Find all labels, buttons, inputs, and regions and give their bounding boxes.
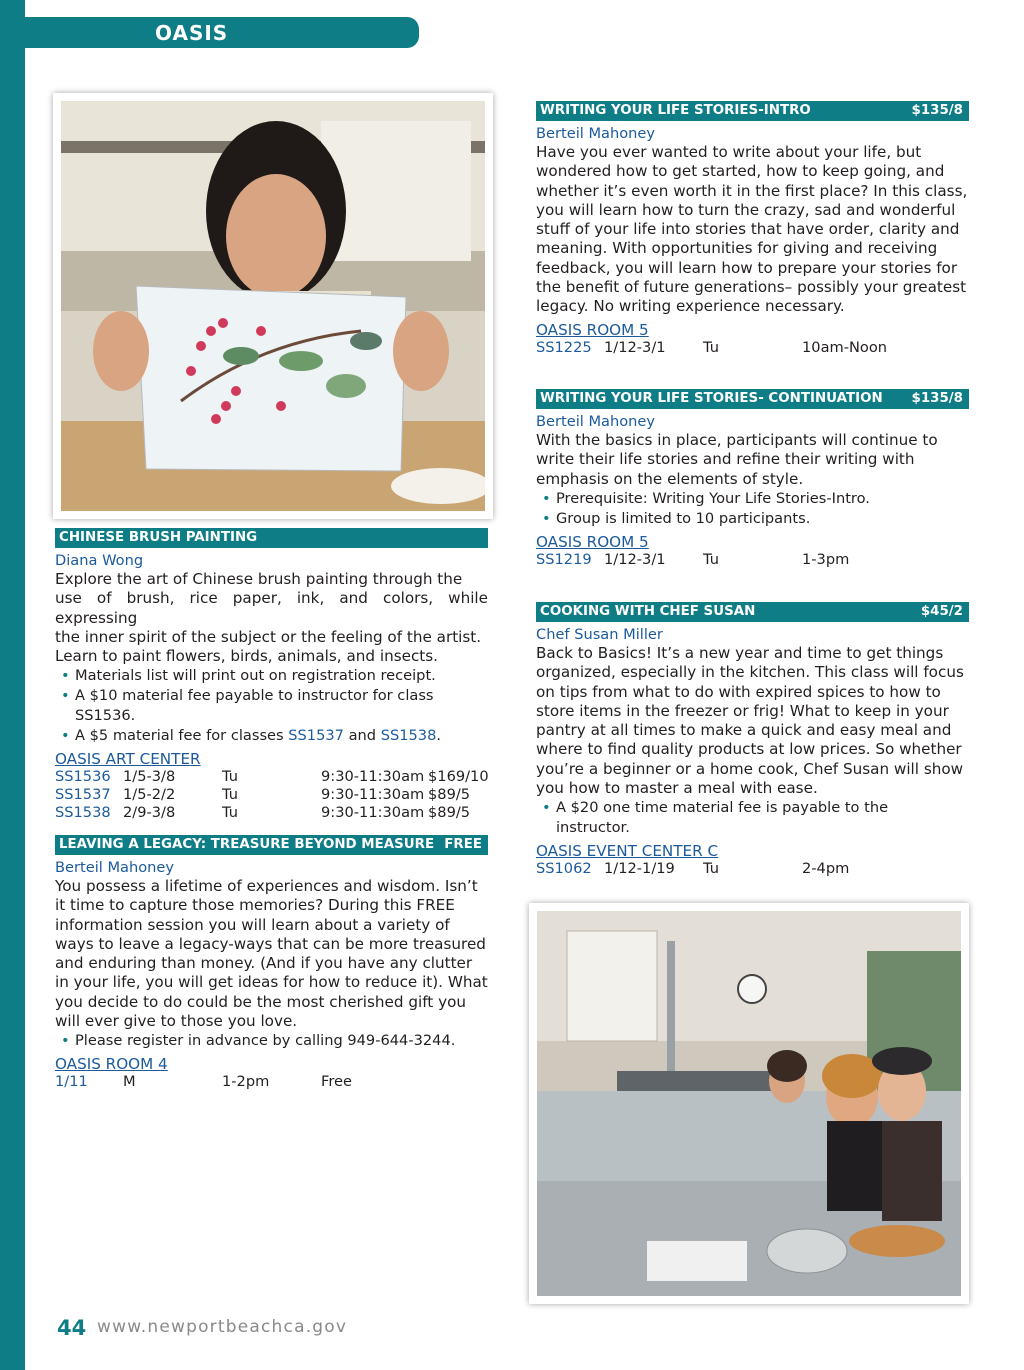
description-line: use of brush, rice paper, ink, and colors, while expressing	[55, 589, 488, 627]
course-title: CHINESE BRUSH PAINTING	[59, 530, 258, 545]
course-price: $45/2	[920, 604, 963, 619]
session-row	[55, 768, 488, 786]
description-line: you how to master a meal with ease.	[536, 779, 818, 798]
bullet-text: Group is limited to 10 participants.	[556, 509, 811, 527]
course-title-bar	[536, 389, 969, 409]
location-link[interactable]: OASIS ROOM 4	[55, 1055, 168, 1074]
session-code-link[interactable]: SS1537	[55, 786, 111, 804]
description-line: emphasis on the elements of style.	[536, 469, 804, 488]
session-time: 2-4pm	[802, 860, 850, 878]
session-code-link[interactable]: SS1062	[536, 860, 592, 878]
bullet-text: A $5 material fee for classes	[75, 727, 289, 745]
bullet-text: Materials list will print out on registration receipt.	[75, 667, 436, 685]
description-line: the inner spirit of the subject or the feeling of the artist.	[55, 627, 482, 646]
description-line: Back to Basics! It’s a new year and time to get things	[536, 644, 944, 662]
course-description	[55, 570, 488, 666]
bullet-icon: •	[542, 509, 551, 527]
course-price: FREE	[444, 837, 482, 852]
course-title-bar	[536, 602, 969, 622]
session-day: Tu	[222, 804, 238, 822]
session-code-link[interactable]: SS1536	[55, 768, 111, 786]
description-line: Have you ever wanted to write about your life, but	[536, 143, 922, 161]
cooking-class-photo	[529, 903, 969, 1304]
bullet-text: Prerequisite: Writing Your Life Stories-Intro.	[556, 489, 870, 507]
session-day: Tu	[222, 786, 238, 804]
session-fee: Free	[321, 1073, 352, 1091]
bullet-item	[55, 1031, 488, 1051]
bullet-text: A $20 one time material fee is payable to the	[556, 799, 889, 817]
course-title-bar	[55, 528, 488, 548]
description-line: whether it’s even worth it in the first place? In this class,	[536, 181, 968, 200]
brush-painting-image	[61, 101, 485, 511]
cooking-class-image	[537, 911, 961, 1296]
description-line: where to find quality products at low prices. So whether	[536, 740, 962, 759]
session-day: Tu	[703, 550, 719, 568]
course-leaving-a-legacy	[55, 835, 488, 1091]
description-line: it time to capture those memories? During this FREE	[55, 896, 455, 915]
description-line: you will learn how to turn the crazy, sad and wonderful	[536, 200, 956, 219]
session-dates: 2/9-3/8	[123, 804, 176, 822]
session-day: Tu	[703, 338, 719, 356]
bullet-text: and	[343, 727, 381, 745]
session-row	[536, 860, 969, 878]
description-line: will ever give to those you love.	[55, 1012, 298, 1031]
description-line: you’re a beginner or a home cook, Chef Susan will show	[536, 759, 964, 778]
description-line: With the basics in place, participants will continue to	[536, 431, 938, 449]
bullet-icon: •	[61, 727, 70, 745]
session-row	[55, 1073, 488, 1091]
session-dates: 1/12-3/1	[604, 550, 666, 568]
description-line: in your life, you will get ideas for how to reduce it). What	[55, 973, 488, 992]
session-day: Tu	[703, 860, 719, 878]
session-date-link[interactable]: 1/11	[55, 1073, 88, 1091]
course-title-bar	[55, 835, 488, 855]
session-code-link[interactable]: SS1538	[55, 804, 111, 822]
session-time: 10am-Noon	[802, 338, 888, 356]
bullet-item	[536, 798, 969, 818]
bullet-item	[536, 489, 969, 509]
bullet-item	[55, 666, 488, 686]
section-tab	[25, 17, 419, 48]
course-title: WRITING YOUR LIFE STORIES- CONTINUATION	[540, 391, 883, 406]
description-line: legacy. No writing experience necessary.	[536, 297, 845, 316]
location-link[interactable]: OASIS EVENT CENTER C	[536, 842, 719, 861]
page-number: 44	[57, 1316, 87, 1340]
bullet-text: Please register in advance by calling 949-644-3244.	[75, 1032, 456, 1050]
bullet-item	[55, 686, 488, 706]
course-chinese-brush-painting	[55, 528, 488, 822]
website-link[interactable]: www.newportbeachca.gov	[97, 1317, 348, 1337]
session-fee: $89/5	[428, 804, 471, 822]
session-day: M	[123, 1073, 136, 1091]
left-accent-bar	[0, 0, 25, 1370]
session-dates: 1/5-3/8	[123, 768, 176, 786]
description-line: Explore the art of Chinese brush painting through the	[55, 570, 463, 588]
bullet-icon: •	[61, 667, 70, 685]
bullet-continuation	[536, 818, 969, 838]
session-time: 9:30-11:30am	[321, 786, 425, 804]
description-line: on tips from what to do with expired spices to how to	[536, 682, 941, 701]
description-line: meaning. With opportunities for giving and receiving	[536, 239, 938, 258]
session-code-link[interactable]: SS1219	[536, 550, 592, 568]
course-price: $135/8	[911, 391, 963, 406]
course-description	[536, 644, 969, 798]
description-line: the benefit of future generations– possibly your greatest	[536, 278, 967, 297]
bullet-text: instructor.	[556, 819, 630, 837]
description-line: ways to leave a legacy-ways that can be more treasured	[55, 934, 486, 953]
session-time: 1-2pm	[222, 1073, 270, 1091]
section-title: OASIS	[155, 21, 229, 45]
instructor-name: Chef Susan Miller	[536, 626, 663, 643]
session-fee: $89/5	[428, 786, 471, 804]
bullet-icon: •	[61, 1032, 70, 1050]
session-row	[536, 551, 969, 569]
bullet-continuation	[55, 706, 488, 726]
bullet-icon: •	[61, 687, 70, 705]
brush-painting-photo	[53, 93, 493, 519]
course-title-bar	[536, 101, 969, 121]
description-line: wondered how to get started, how to keep going, and	[536, 162, 945, 181]
location-link[interactable]: OASIS ROOM 5	[536, 320, 649, 339]
session-dates: 1/5-2/2	[123, 786, 176, 804]
class-code-link[interactable]: SS1538	[380, 727, 437, 745]
location-link[interactable]: OASIS ART CENTER	[55, 750, 201, 769]
session-code-link[interactable]: SS1225	[536, 338, 592, 356]
course-description	[536, 143, 969, 317]
bullet-item	[55, 726, 488, 746]
description-line: pantry at all times to make a quick and easy meal and	[536, 721, 952, 740]
course-title: COOKING WITH CHEF SUSAN	[540, 604, 756, 619]
course-title: WRITING YOUR LIFE STORIES-INTRO	[540, 103, 811, 118]
course-description	[536, 431, 969, 489]
bullet-icon: •	[542, 489, 551, 507]
session-time: 9:30-11:30am	[321, 768, 425, 786]
course-cooking-with-chef-susan	[536, 602, 969, 878]
bullet-text: .	[436, 727, 441, 745]
session-time: 1-3pm	[802, 550, 850, 568]
session-time: 9:30-11:30am	[321, 804, 425, 822]
instructor-name: Berteil Mahoney	[536, 413, 656, 430]
description-line: and enduring than money. (And if you have any clutter	[55, 954, 473, 973]
bullet-item	[536, 509, 969, 529]
description-line: you decide to do could be the most cherished gift you	[55, 992, 466, 1011]
description-line: organized, especially in the kitchen. This class will focus	[536, 663, 964, 682]
description-line: You possess a lifetime of experiences and wisdom. Isn’t	[55, 877, 478, 895]
course-title: LEAVING A LEGACY: TREASURE BEYOND MEASURE	[59, 837, 435, 852]
course-price: $135/8	[911, 103, 963, 118]
bullet-text: SS1536.	[75, 707, 136, 725]
instructor-name: Berteil Mahoney	[55, 859, 175, 876]
description-line: store items in the freezer or frig! What to keep in your	[536, 701, 949, 720]
course-description	[55, 877, 488, 1031]
bullet-text: A $10 material fee payable to instructor for class	[75, 687, 434, 705]
location-link[interactable]: OASIS ROOM 5	[536, 532, 649, 551]
description-line: information session you will learn about a variety of	[55, 915, 450, 934]
session-dates: 1/12-3/1	[604, 338, 666, 356]
bullet-icon: •	[542, 799, 551, 817]
description-line: Learn to paint flowers, birds, animals, and insects.	[55, 647, 438, 666]
description-line: stuff of your life into stories that have order, clarity and	[536, 220, 960, 239]
instructor-name: Berteil Mahoney	[536, 125, 656, 142]
session-dates: 1/12-1/19	[604, 860, 675, 878]
session-row	[55, 804, 488, 822]
instructor-name: Diana Wong	[55, 552, 144, 569]
session-row	[536, 339, 969, 357]
session-day: Tu	[222, 768, 238, 786]
session-row	[55, 786, 488, 804]
description-line: feedback, you will learn how to prepare your stories for	[536, 258, 958, 277]
course-writing-life-stories-intro	[536, 101, 969, 356]
description-line: write their life stories and refine their writing with	[536, 450, 915, 469]
class-code-link[interactable]: SS1537	[288, 727, 344, 745]
session-fee: $169/10	[428, 768, 489, 786]
course-writing-life-stories-continuation	[536, 389, 969, 569]
